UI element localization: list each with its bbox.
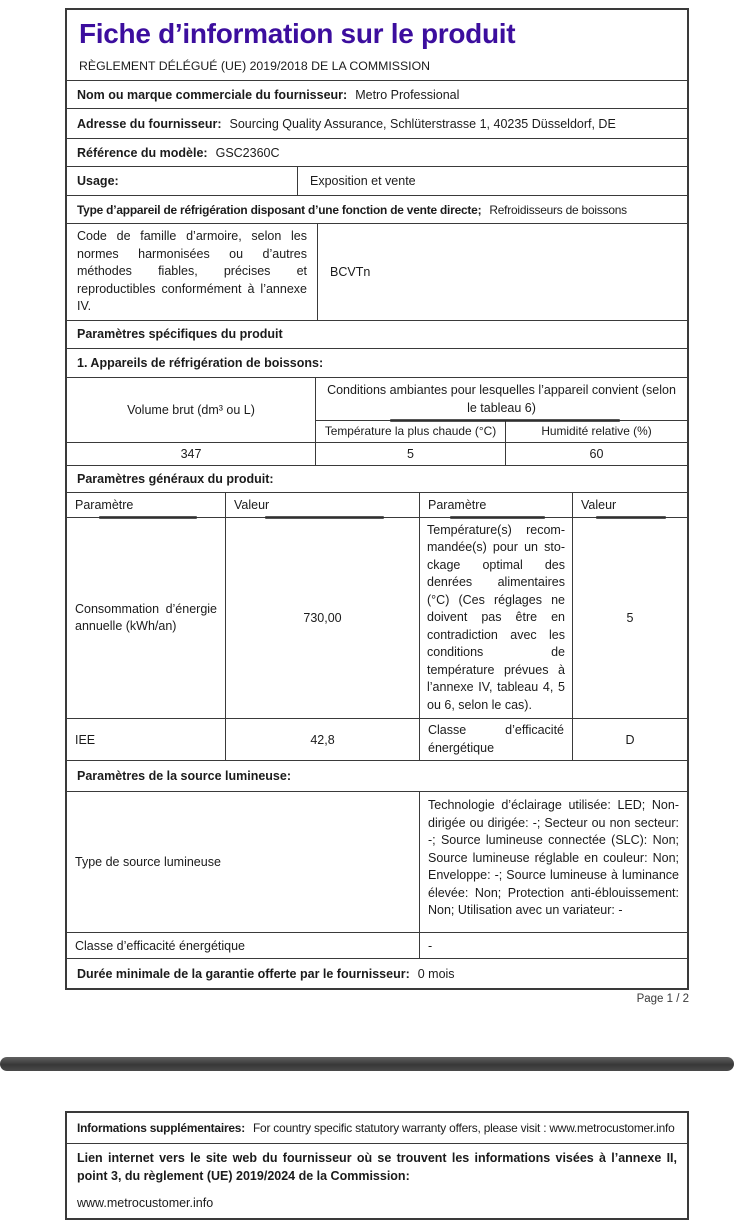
- conditions-header-cell: [315, 378, 687, 420]
- col-header-parameter-2-label: Paramètre: [428, 497, 487, 512]
- humidity-header-cell: [505, 420, 687, 442]
- usage-label-cell: [67, 167, 297, 195]
- energy-consumption-value-cell: [225, 517, 419, 719]
- beverage-coolers-title: 1. Appareils de réfrigération de boissons:: [77, 355, 324, 370]
- family-code-value: BCVTn: [330, 264, 371, 279]
- eei-value-cell: [225, 718, 419, 760]
- appliance-type-value: Refroidisseurs de boissons: [489, 202, 627, 217]
- additional-info-row: [67, 1113, 687, 1143]
- page-indicator: Page 1 / 2: [636, 993, 689, 1006]
- ambient-conditions-table: [67, 377, 687, 465]
- supplier-name-label: Nom ou marque commerciale du fournisseur:: [77, 87, 348, 102]
- model-reference-row: [67, 138, 687, 166]
- supplier-name-row: [67, 80, 687, 108]
- col-header-parameter-1-label: Paramètre: [75, 497, 134, 512]
- light-source-type-label-cell: [67, 792, 419, 932]
- light-energy-class-label-cell: [67, 932, 419, 958]
- additional-info-value: For country specific statutory warranty offers, please visit : www.metrocustomer.info: [252, 1121, 675, 1136]
- usage-value-cell: [297, 167, 687, 195]
- col-header-value-1: [225, 493, 419, 517]
- light-source-table: [67, 791, 687, 958]
- family-code-label: Code de famille d’armoire, selon les normes harmonisées ou d’autres méthodes fiables, précises et reproductibles conformément à l’annexe IV.: [77, 229, 307, 314]
- humidity-header: Humidité relative (%): [541, 424, 652, 439]
- specific-params-title: Paramètres spécifiques du produit: [77, 327, 283, 342]
- light-energy-class-value-cell: [419, 932, 687, 958]
- eei-param-cell: [67, 718, 225, 760]
- volume-header: Volume brut (dm³ ou L): [127, 402, 255, 417]
- light-source-type-value-cell: [419, 792, 687, 932]
- temperature-header: Température la plus chaude (°C): [324, 424, 497, 439]
- energy-class-param-cell: [419, 718, 572, 760]
- warranty-value: 0 mois: [417, 966, 455, 981]
- supplier-address-label: Adresse du fournisseur:: [77, 116, 222, 131]
- beverage-coolers-subsection-header: [67, 348, 687, 377]
- regulation-subtitle: RÈGLEMENT DÉLÉGUÉ (UE) 2019/2018 DE LA COMMISSION: [79, 59, 431, 74]
- humidity-value-cell: [505, 442, 687, 465]
- supplier-address-value: Sourcing Quality Assurance, Schlüterstrasse 1, 40235 Düsseldorf, DE: [229, 116, 616, 131]
- temperature-value-cell: [315, 442, 505, 465]
- page-2-info-box: [65, 1111, 689, 1220]
- energy-class-param: Classe d’efficacité énergétique: [428, 723, 564, 755]
- temperature-header-cell: [315, 420, 505, 442]
- usage-row: [67, 166, 687, 195]
- appliance-type-row: [67, 195, 687, 223]
- family-code-row: [67, 223, 687, 320]
- col-header-parameter-2: [419, 493, 572, 517]
- energy-class-value: D: [625, 732, 635, 747]
- light-source-title: Paramètres de la source lumineuse:: [77, 769, 291, 784]
- warranty-label: Durée minimale de la garantie offerte par le fournisseur:: [77, 966, 410, 981]
- supplier-address-row: [67, 108, 687, 138]
- page-title: Fiche d’information sur le produit: [79, 18, 516, 49]
- model-reference-label: Référence du modèle:: [77, 145, 208, 160]
- usage-value: Exposition et vente: [310, 174, 416, 189]
- recommended-temperature-value: 5: [626, 611, 634, 626]
- model-reference-value: GSC2360C: [215, 145, 280, 160]
- light-energy-class-value: -: [428, 938, 433, 953]
- light-source-type-value: Technologie d’éclairage utilisée: LED; Non-dirigée ou dirigée: -; Secteur ou non secteur: -; Source lumineuse connectée (SLC): Non; Source lumineuse réglable en couleur: Non; Enveloppe: -; Source lumineuse à luminance élevée: Non; Protection anti-éblouissement: Non; Utilisation avec un variateur: -: [428, 798, 679, 918]
- volume-value: 347: [180, 446, 202, 461]
- energy-consumption-param: Consommation d’énergie annuelle (kWh/an): [75, 601, 217, 634]
- humidity-value: 60: [589, 446, 604, 461]
- supplier-website-label: Lien internet vers le site web du fournisseur où se trouvent les informations visées à l’annexe II, point 3, du règlement (UE) 2019/2024 de la Commission:: [77, 1151, 677, 1184]
- family-code-value-cell: [317, 224, 687, 320]
- page-separator-bar: [0, 1057, 734, 1071]
- general-params-section-header: [67, 465, 687, 492]
- energy-consumption-value: 730,00: [303, 611, 342, 626]
- light-source-section-header: [67, 760, 687, 791]
- eei-value: 42,8: [310, 732, 335, 747]
- appliance-type-label: Type d’appareil de réfrigération disposant d’une fonction de vente directe;: [77, 202, 482, 217]
- col-header-value-2-label: Valeur: [581, 497, 617, 512]
- specific-params-section-header: [67, 320, 687, 348]
- additional-info-label: Informations supplémentaires:: [77, 1121, 245, 1136]
- col-header-value-1-label: Valeur: [234, 497, 270, 512]
- energy-consumption-param-cell: [67, 517, 225, 719]
- page-1-sheet: [0, 8, 734, 1220]
- recommended-temperature-value-cell: [572, 517, 687, 719]
- energy-class-value-cell: [572, 718, 687, 760]
- supplier-website-row: [67, 1143, 687, 1218]
- product-fiche: [65, 8, 689, 990]
- eei-param: IEE: [75, 732, 96, 747]
- conditions-header: Conditions ambiantes pour lesquelles l’appareil convient (selon le tableau 6): [327, 382, 676, 415]
- recommended-temperature-param-cell: [419, 517, 572, 719]
- general-params-title: Paramètres généraux du produit:: [77, 471, 274, 486]
- col-header-value-2: [572, 493, 687, 517]
- col-header-parameter-1: [67, 493, 225, 517]
- general-params-table: [67, 492, 687, 761]
- supplier-name-value: Metro Professional: [355, 87, 460, 102]
- volume-header-cell: [67, 378, 315, 442]
- recommended-temperature-param: Température(s) recommandée(s) pour un stockage optimal des denrées alimentaires (°C) (Ces réglages ne doivent pas être en contradiction avec les conditions de température prévues à l’annexe IV, tableau 4, 5 ou 6, selon le cas).: [427, 522, 565, 712]
- volume-value-cell: [67, 442, 315, 465]
- usage-label: Usage:: [77, 174, 119, 189]
- title-block: [67, 10, 687, 80]
- warranty-row: [67, 958, 687, 988]
- light-energy-class-label: Classe d’efficacité énergétique: [75, 938, 246, 953]
- supplier-website-url: www.metrocustomer.info: [77, 1195, 214, 1210]
- light-source-type-label: Type de source lumineuse: [75, 855, 221, 870]
- temperature-value: 5: [407, 446, 414, 461]
- family-code-label-cell: [67, 224, 317, 320]
